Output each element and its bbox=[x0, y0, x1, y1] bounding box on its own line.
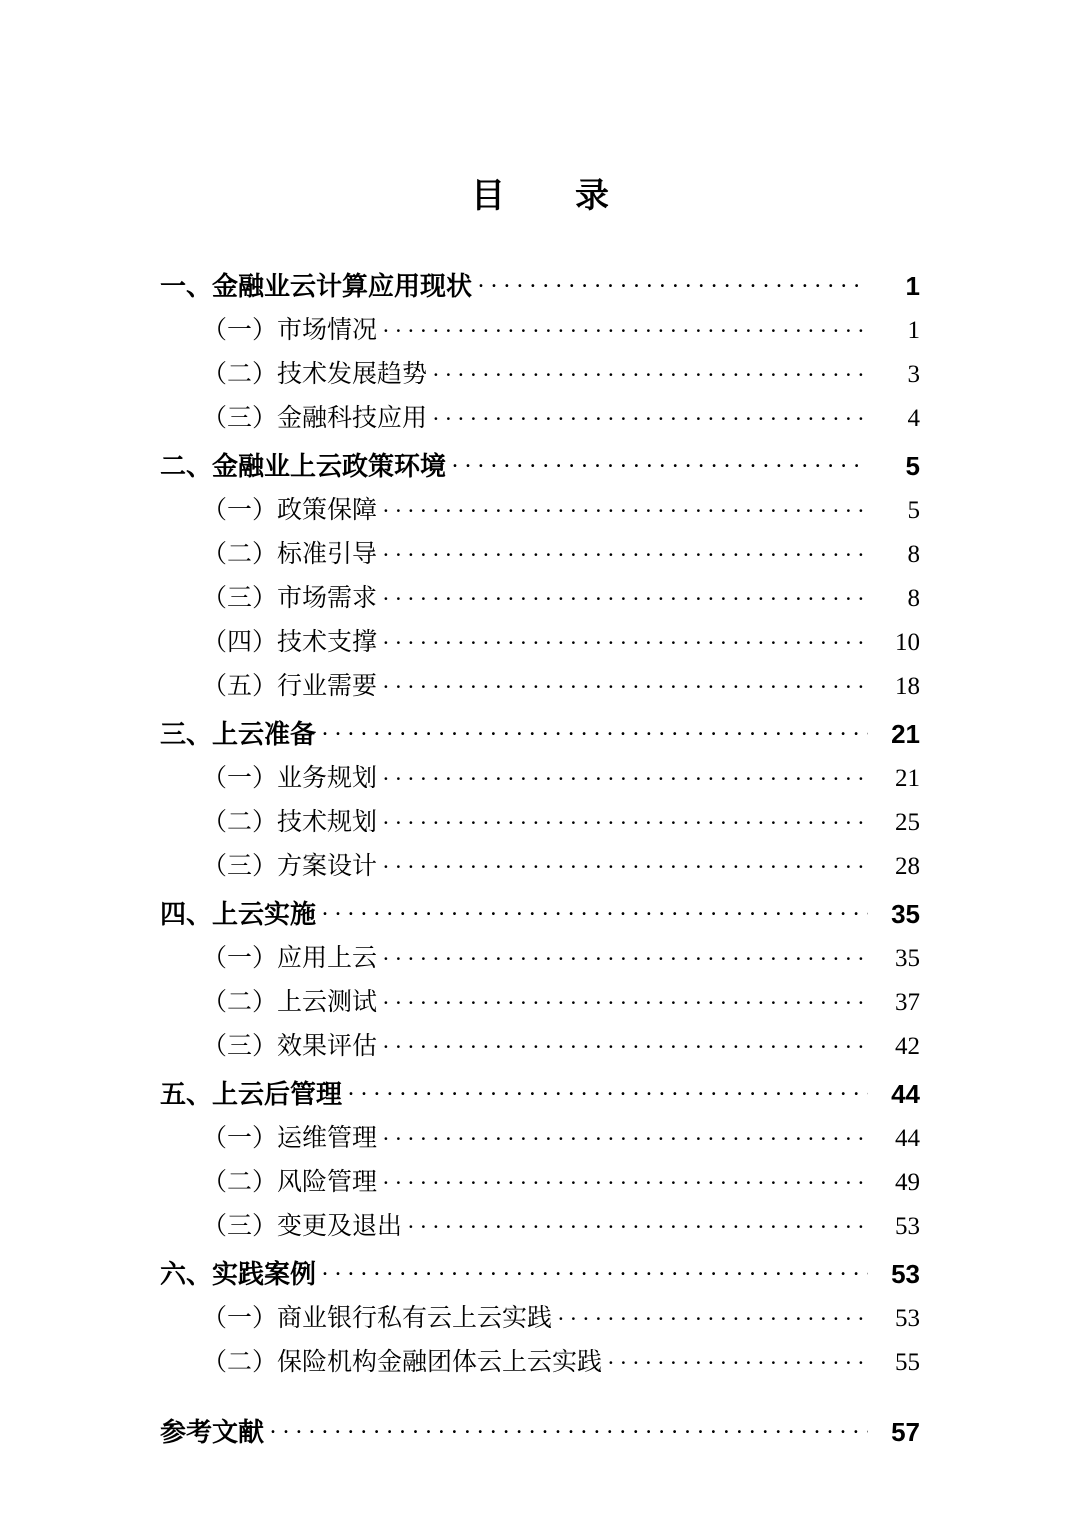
toc-entry[interactable] bbox=[160, 1257, 920, 1287]
toc-entry[interactable] bbox=[160, 717, 920, 747]
toc-entry[interactable] bbox=[160, 805, 920, 835]
toc-leader-dots bbox=[383, 1121, 868, 1146]
toc-entry[interactable] bbox=[160, 761, 920, 791]
toc-entry[interactable] bbox=[160, 401, 920, 431]
toc-entry-label: （三）变更及退出 bbox=[202, 1213, 403, 1240]
toc-entry[interactable] bbox=[160, 581, 920, 611]
toc-entry-label: （四）技术支撑 bbox=[202, 629, 378, 656]
toc-entry-label: （二）上云测试 bbox=[202, 989, 378, 1016]
toc-leader-dots bbox=[270, 1415, 868, 1441]
toc-entry-label: （二）技术发展趋势 bbox=[202, 361, 428, 388]
toc-leader-dots bbox=[558, 1301, 868, 1326]
toc-entry[interactable] bbox=[160, 669, 920, 699]
toc-entry[interactable] bbox=[160, 1415, 920, 1445]
toc-entry-page-number: 8 bbox=[907, 541, 920, 568]
toc-entry-page-number: 53 bbox=[891, 1259, 920, 1289]
toc-entry[interactable] bbox=[160, 897, 920, 927]
toc-entry[interactable] bbox=[160, 985, 920, 1015]
toc-leader-dots bbox=[383, 581, 868, 606]
toc-entry-page-number: 21 bbox=[891, 719, 920, 749]
toc-entry[interactable] bbox=[160, 941, 920, 971]
toc-entry[interactable] bbox=[160, 1301, 920, 1331]
toc-entry-label: 二、金融业上云政策环境 bbox=[160, 451, 447, 481]
toc-leader-dots bbox=[408, 1209, 868, 1234]
toc-leader-dots bbox=[383, 849, 868, 874]
toc-entry-page-number: 3 bbox=[907, 361, 920, 388]
toc-entry-page-number: 18 bbox=[895, 673, 920, 700]
toc-leader-dots bbox=[383, 761, 868, 786]
toc-entry-page-number: 21 bbox=[895, 765, 920, 792]
toc-entry-label: 五、上云后管理 bbox=[160, 1079, 343, 1109]
toc-entry-label: （一）商业银行私有云上云实践 bbox=[202, 1305, 553, 1332]
toc-entry-label: （二）标准引导 bbox=[202, 541, 378, 568]
toc-entry-label: 三、上云准备 bbox=[160, 719, 317, 749]
toc-entry-page-number: 49 bbox=[895, 1169, 920, 1196]
toc-entry-label: （二）技术规划 bbox=[202, 809, 378, 836]
toc-leader-dots bbox=[383, 985, 868, 1010]
toc-entry-page-number: 4 bbox=[907, 405, 920, 432]
toc-entry[interactable] bbox=[160, 357, 920, 387]
toc-entry[interactable] bbox=[160, 625, 920, 655]
toc-entry[interactable] bbox=[160, 1121, 920, 1151]
toc-entry-label: （三）市场需求 bbox=[202, 585, 378, 612]
toc-leader-dots bbox=[433, 401, 868, 426]
toc-entry-label: （一）应用上云 bbox=[202, 945, 378, 972]
toc-entry-page-number: 10 bbox=[895, 629, 920, 656]
toc-entry[interactable] bbox=[160, 449, 920, 479]
toc-leader-dots bbox=[322, 897, 868, 923]
toc-leader-dots bbox=[383, 1029, 868, 1054]
toc-leader-dots bbox=[383, 941, 868, 966]
toc-entry-label: （一）业务规划 bbox=[202, 765, 378, 792]
toc-leader-dots bbox=[383, 805, 868, 830]
toc-entry-page-number: 1 bbox=[905, 271, 920, 301]
toc-entry-page-number: 1 bbox=[907, 317, 920, 344]
toc-entry-label: （五）行业需要 bbox=[202, 673, 378, 700]
toc-entry-page-number: 28 bbox=[895, 853, 920, 880]
table-of-contents bbox=[160, 269, 920, 1445]
toc-entry-label: （一）政策保障 bbox=[202, 497, 378, 524]
toc-entry[interactable] bbox=[160, 1209, 920, 1239]
toc-leader-dots bbox=[383, 313, 868, 338]
toc-entry-page-number: 35 bbox=[891, 899, 920, 929]
toc-entry-page-number: 5 bbox=[905, 451, 920, 481]
toc-entry[interactable] bbox=[160, 1345, 920, 1375]
toc-leader-dots bbox=[348, 1077, 868, 1103]
toc-entry-page-number: 57 bbox=[891, 1417, 920, 1447]
toc-entry[interactable] bbox=[160, 1029, 920, 1059]
toc-leader-dots bbox=[383, 493, 868, 518]
toc-entry[interactable] bbox=[160, 493, 920, 523]
toc-leader-dots bbox=[383, 669, 868, 694]
toc-entry-label: （二）风险管理 bbox=[202, 1169, 378, 1196]
toc-leader-dots bbox=[433, 357, 868, 382]
toc-entry-page-number: 5 bbox=[907, 497, 920, 524]
toc-entry[interactable] bbox=[160, 313, 920, 343]
toc-entry-label: 六、实践案例 bbox=[160, 1259, 317, 1289]
toc-entry[interactable] bbox=[160, 269, 920, 299]
toc-entry[interactable] bbox=[160, 1165, 920, 1195]
toc-entry-label: （三）金融科技应用 bbox=[202, 405, 428, 432]
toc-leader-dots bbox=[322, 717, 868, 743]
toc-leader-dots bbox=[478, 269, 868, 295]
toc-entry[interactable] bbox=[160, 1077, 920, 1107]
toc-entry-page-number: 37 bbox=[895, 989, 920, 1016]
toc-entry-label: （一）运维管理 bbox=[202, 1125, 378, 1152]
toc-leader-dots bbox=[608, 1345, 868, 1370]
toc-entry-label: 一、金融业云计算应用现状 bbox=[160, 271, 473, 301]
toc-entry-label: （三）方案设计 bbox=[202, 853, 378, 880]
toc-entry-page-number: 44 bbox=[895, 1125, 920, 1152]
toc-entry[interactable] bbox=[160, 537, 920, 567]
toc-entry-page-number: 42 bbox=[895, 1033, 920, 1060]
toc-entry-page-number: 53 bbox=[895, 1305, 920, 1332]
toc-entry[interactable] bbox=[160, 849, 920, 879]
toc-entry-page-number: 55 bbox=[895, 1349, 920, 1376]
toc-entry-label: 参考文献 bbox=[160, 1417, 265, 1447]
toc-leader-dots bbox=[383, 537, 868, 562]
toc-entry-page-number: 8 bbox=[907, 585, 920, 612]
toc-entry-page-number: 25 bbox=[895, 809, 920, 836]
toc-entry-label: 四、上云实施 bbox=[160, 899, 317, 929]
toc-entry-label: （二）保险机构金融团体云上云实践 bbox=[202, 1349, 603, 1376]
toc-leader-dots bbox=[383, 1165, 868, 1190]
toc-leader-dots bbox=[383, 625, 868, 650]
toc-entry-label: （三）效果评估 bbox=[202, 1033, 378, 1060]
page-title: 目 录 bbox=[471, 177, 627, 215]
toc-entry-page-number: 35 bbox=[895, 945, 920, 972]
toc-leader-dots bbox=[322, 1257, 868, 1283]
toc-entry-page-number: 53 bbox=[895, 1213, 920, 1240]
toc-entry-label: （一）市场情况 bbox=[202, 317, 378, 344]
toc-leader-dots bbox=[452, 449, 868, 475]
toc-entry-page-number: 44 bbox=[891, 1079, 920, 1109]
